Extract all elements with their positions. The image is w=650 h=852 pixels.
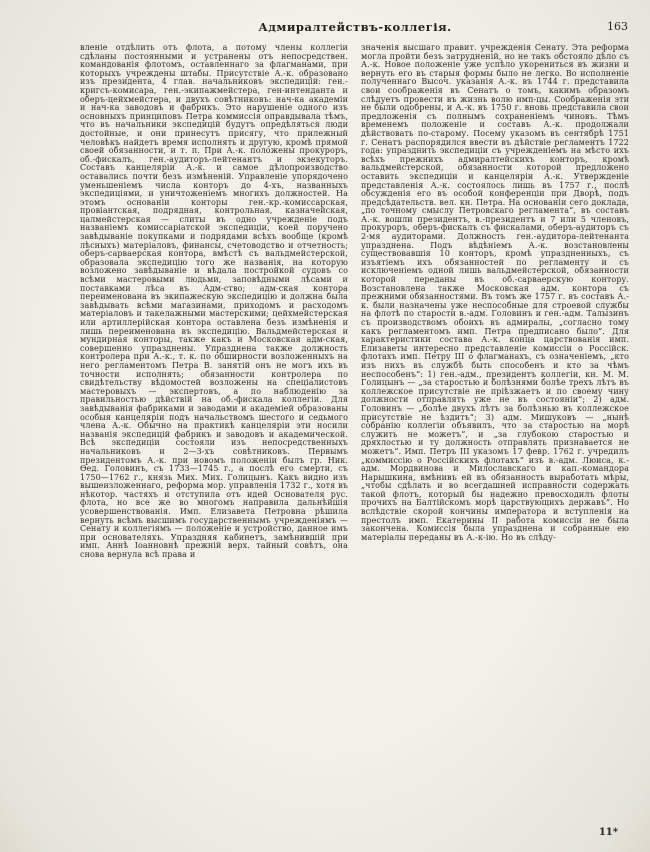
printers-signature-mark: 11* (598, 827, 618, 838)
page-content (80, 20, 630, 560)
right-column-text: значенія высшаго правит. учрежденія Сенату. Эта реформа могла пройти безъ затрудненій, но не такъ обстояло дѣло съ А.-к. Новое положеніе уже успѣло укорениться въ жизни и вернуть его въ старыя формы было не легко. Во исполненіе полученнаго Высоч. указанія А.-к. въ 1744 г. представила свои соображенія въ Сенатъ о томъ, какимъ образомъ слѣдуетъ провести въ жизнь волю имп-цы. Соображенія эти не были одобрены, и А.-к. въ 1750 г. вновь представила свои предложенія съ полнымъ сохраненіемъ чиновъ. Тѣмъ временемъ положеніе и составъ А.-к. продолжали дѣйствовать по-старому. Посему указомъ въ сентябрѣ 1751 г. Сенатъ распорядился ввести въ дѣйствіе регламентъ 1722 года: упразднить экспедиціи съ учрежденіемъ на мѣсто ихъ всѣхъ прежнихъ адмиралтейскихъ конторъ, кромѣ вальдмейстерской, обязанности которой предложено оставить экспедиціи и канцеляріи А.-к. Утвержденіе представленія А.-к. состоялось лишь въ 1757 г., послѣ обсужденія его въ особой конференціи при Дворѣ, подъ предсѣдательств. вел. кн. Петра. На основаніи сего доклада, „по точному смыслу Петровскаго регламента“, въ составъ А.-к. вошли президентъ, в.-президентъ и 7 или 5 членовъ, прокуроръ, оберъ-фискалъ съ фискалами, оберъ-аудиторъ съ 2-мя аудиторами. Должность ген.-аудитора-лейтенанта упразднена. Подъ вѣдѣніемъ А.-к. возстановлены существовавшія 10 конторъ, кромѣ упраздненныхъ, съ изъятіемъ ихъ обязанностей по регламенту и съ исключеніемъ одной лишь вальдмейстерской, обязанности которой переданы въ об.-сарваерскую контору. Возстановлена также Московская адм. контора съ прежними обязанностями. Въ томъ же 1757 г. въ составъ А.-к. были назначены уже неспособные для строевой службы на флотѣ по старости в.-адм. Головинъ и ген.-адм. Талызинъ съ производствомъ обоихъ въ адмиралы, „согласно тому какъ регламентомъ имп. Петра предписано было“. Для характеристики состава А.-к. конца царствованія имп. Елизаветы интересно представленіе комиссіи о Россійск. флотахъ имп. Петру III о флагманахъ, съ означеніемъ, „кто изъ нихъ въ службѣ быть способенъ и кто за чѣмъ неспособенъ“: 1) ген.-адм., президентъ коллегіи, кн. М. М. Голицынъ — „за старостью и болѣзнями болѣе трехъ лѣтъ въ коллежское присутствіе не пріѣзжаетъ и по своему чину должности отправлять уже не въ состояніи“; 2) адм. Головинъ — „болѣе двухъ лѣтъ за болѣзнью въ коллежское присутствіе не ѣздитъ“; 3) адм. Мишуковъ — „нынѣ собранію коллегіи объявилъ, что за старостью на морѣ служить не можетъ“, и „за глубокою старостью и дряхлостью и ту должность отправлять признавается не можетъ“. Имп. Петръ III указомъ 17 февр. 1762 г. учредилъ „коммиссію о Россійскихъ флотахъ“ изъ в.-адм. Люиса, к.-адм. Мордвинова и Милославскаго и кап.-командора Нарышкина, вмѣнивъ ей въ обязанность выработать мѣры, „чтобы сдѣлать и во всегдашней исправности содержать такой флотъ, который бы надежно превосходилъ флоты прочихъ на Балтійскомъ морѣ царствующихъ державъ“. Но вслѣдствіе скорой кончины императора и вступленія на престолъ имп. Екатерины II работа комиссіи не была закончена. Комиссія была упразднена и собранные ею матеріалы переданы въ А.-к-ію. Но въ слѣду- (361, 43, 629, 542)
article-title: Адмиралтействъ-коллегія. (258, 20, 452, 34)
page-number: 163 (607, 20, 628, 33)
left-column-text: вленіе отдѣлить отъ флота, а потому члены коллегіи сдѣланы постоянными и устранены отъ непосредствен. командованія флотомъ, оставленнаго за флагманами, при которыхъ учреждены штабы. Присутствіе А.-к. образовано изъ президента, 4 глав. начальниковъ экспедицій: ген.-кригсъ-комисара, ген.-экипажмейстера, ген-интенданта и оберъ-цейхмейстера, и двухъ совѣтниковъ: нач-ка академіи и нач-ка заводовъ и фабрикъ. Это нарушеніе одного изъ основныхъ принциповъ Петра коммиссія оправдывала тѣмъ, что въ начальники экспедицій будутъ опредѣляться люди достойные, и они принесутъ присягу, что прилежный человѣкъ найдетъ время исполнять и другую, кромѣ прямой своей обязанности, и т. п. При А.-к. положены прокуроръ, об.-фискалъ, ген.-аудиторъ-лейтенантъ и экзекуторъ. Составъ канцеляріи А.-к. и самое дѣлопроизводство оставались почти безъ измѣненій. Управленіе упорядочено уменьшеніемъ числа конторъ до 4-хъ, названныхъ экспедиціями, и уничтоженіемъ многихъ должностей. На этомъ основаніи конторы ген.-кр.-комиссарская, провіантская, подрядная, контрольная, казначейская, цалмейстерская — слиты въ одно учрежденіе подъ названіемъ комиссаріатской экспедиціи, коей поручено завѣдываніе покупками и подрядами всѣхъ вообще (кромѣ лѣсныхъ) матеріаловъ, финансы, счетоводство и отчетность; оберъ-сарваерская контора, вмѣстѣ съ вальдмейстерской, образовала экспедицію того же названія, на которую возложено завѣдываніе и вѣдала постройкой судовъ со всѣми мастеровыми людьми, заповѣдными лѣсами и поставками лѣса въ Адм-ство; адм-ская контора переименована въ экипажескую экспедицію и должна была завѣдывать всѣми магазинами, приходомъ и расходомъ матеріаловъ и такелажными мастерскими; цейхмейстерская или артиллерійская контора оставлена безъ измѣненія и лишь переименована въ экспедицію. Вальдмейстерская и мундирная конторы, также какъ и Московская адм-ская, совершенно упразднены. Упразднена также должность контролера при А.-к., т. к. по обширности возложенныхъ на него регламентомъ Петра В. занятій онъ не могъ ихъ въ точности исполнять; обязанности контролера по свидѣтельству вѣдомостей возложены на спеціалистовъ мастеровыхъ — экспертовъ, а по наблюденію за правильностью дѣйствій на об.-фискала коллегіи. Для завѣдыванія фабриками и заводами и академіей образованы особыя канцеляріи подъ начальствомъ шестого и седьмого члена А.-к. Обычно на практикѣ канцеляріи эти носили названія экспедицій фабрикъ и заводовъ и академической. Всѣ экспедиціи состояли изъ непосредственныхъ начальниковъ и 2—3-хъ совѣтниковъ. Первымъ президентомъ А.-к. при новомъ положеніи былъ гр. Ник. Ѳед. Головинъ, съ 1733—1745 г., а послѣ его смерти, съ 1750—1762 г., князь Мих. Мих. Голицынъ. Какъ видно изъ вышеизложеннаго, реформа мор. управленія 1732 г., хотя въ нѣкотор. частяхъ и отступила отъ идей Основателя рус. флота, но все же во многомъ направила дальнѣйшія усовершенствованія. Имп. Елизавета Петровна рѣшила вернуть всѣмъ высшимъ государственнымъ учрежденіямъ — Сенату и коллегіямъ — положеніе и устройство, данное имъ при основателяхъ. Упраздняя кабинетъ, замѣнившій при имп. Аннѣ Іоанновнѣ прежній верх. тайный совѣтъ, она снова вернула всѣ права и (80, 43, 348, 560)
running-header (80, 20, 630, 38)
text-columns (80, 44, 630, 560)
